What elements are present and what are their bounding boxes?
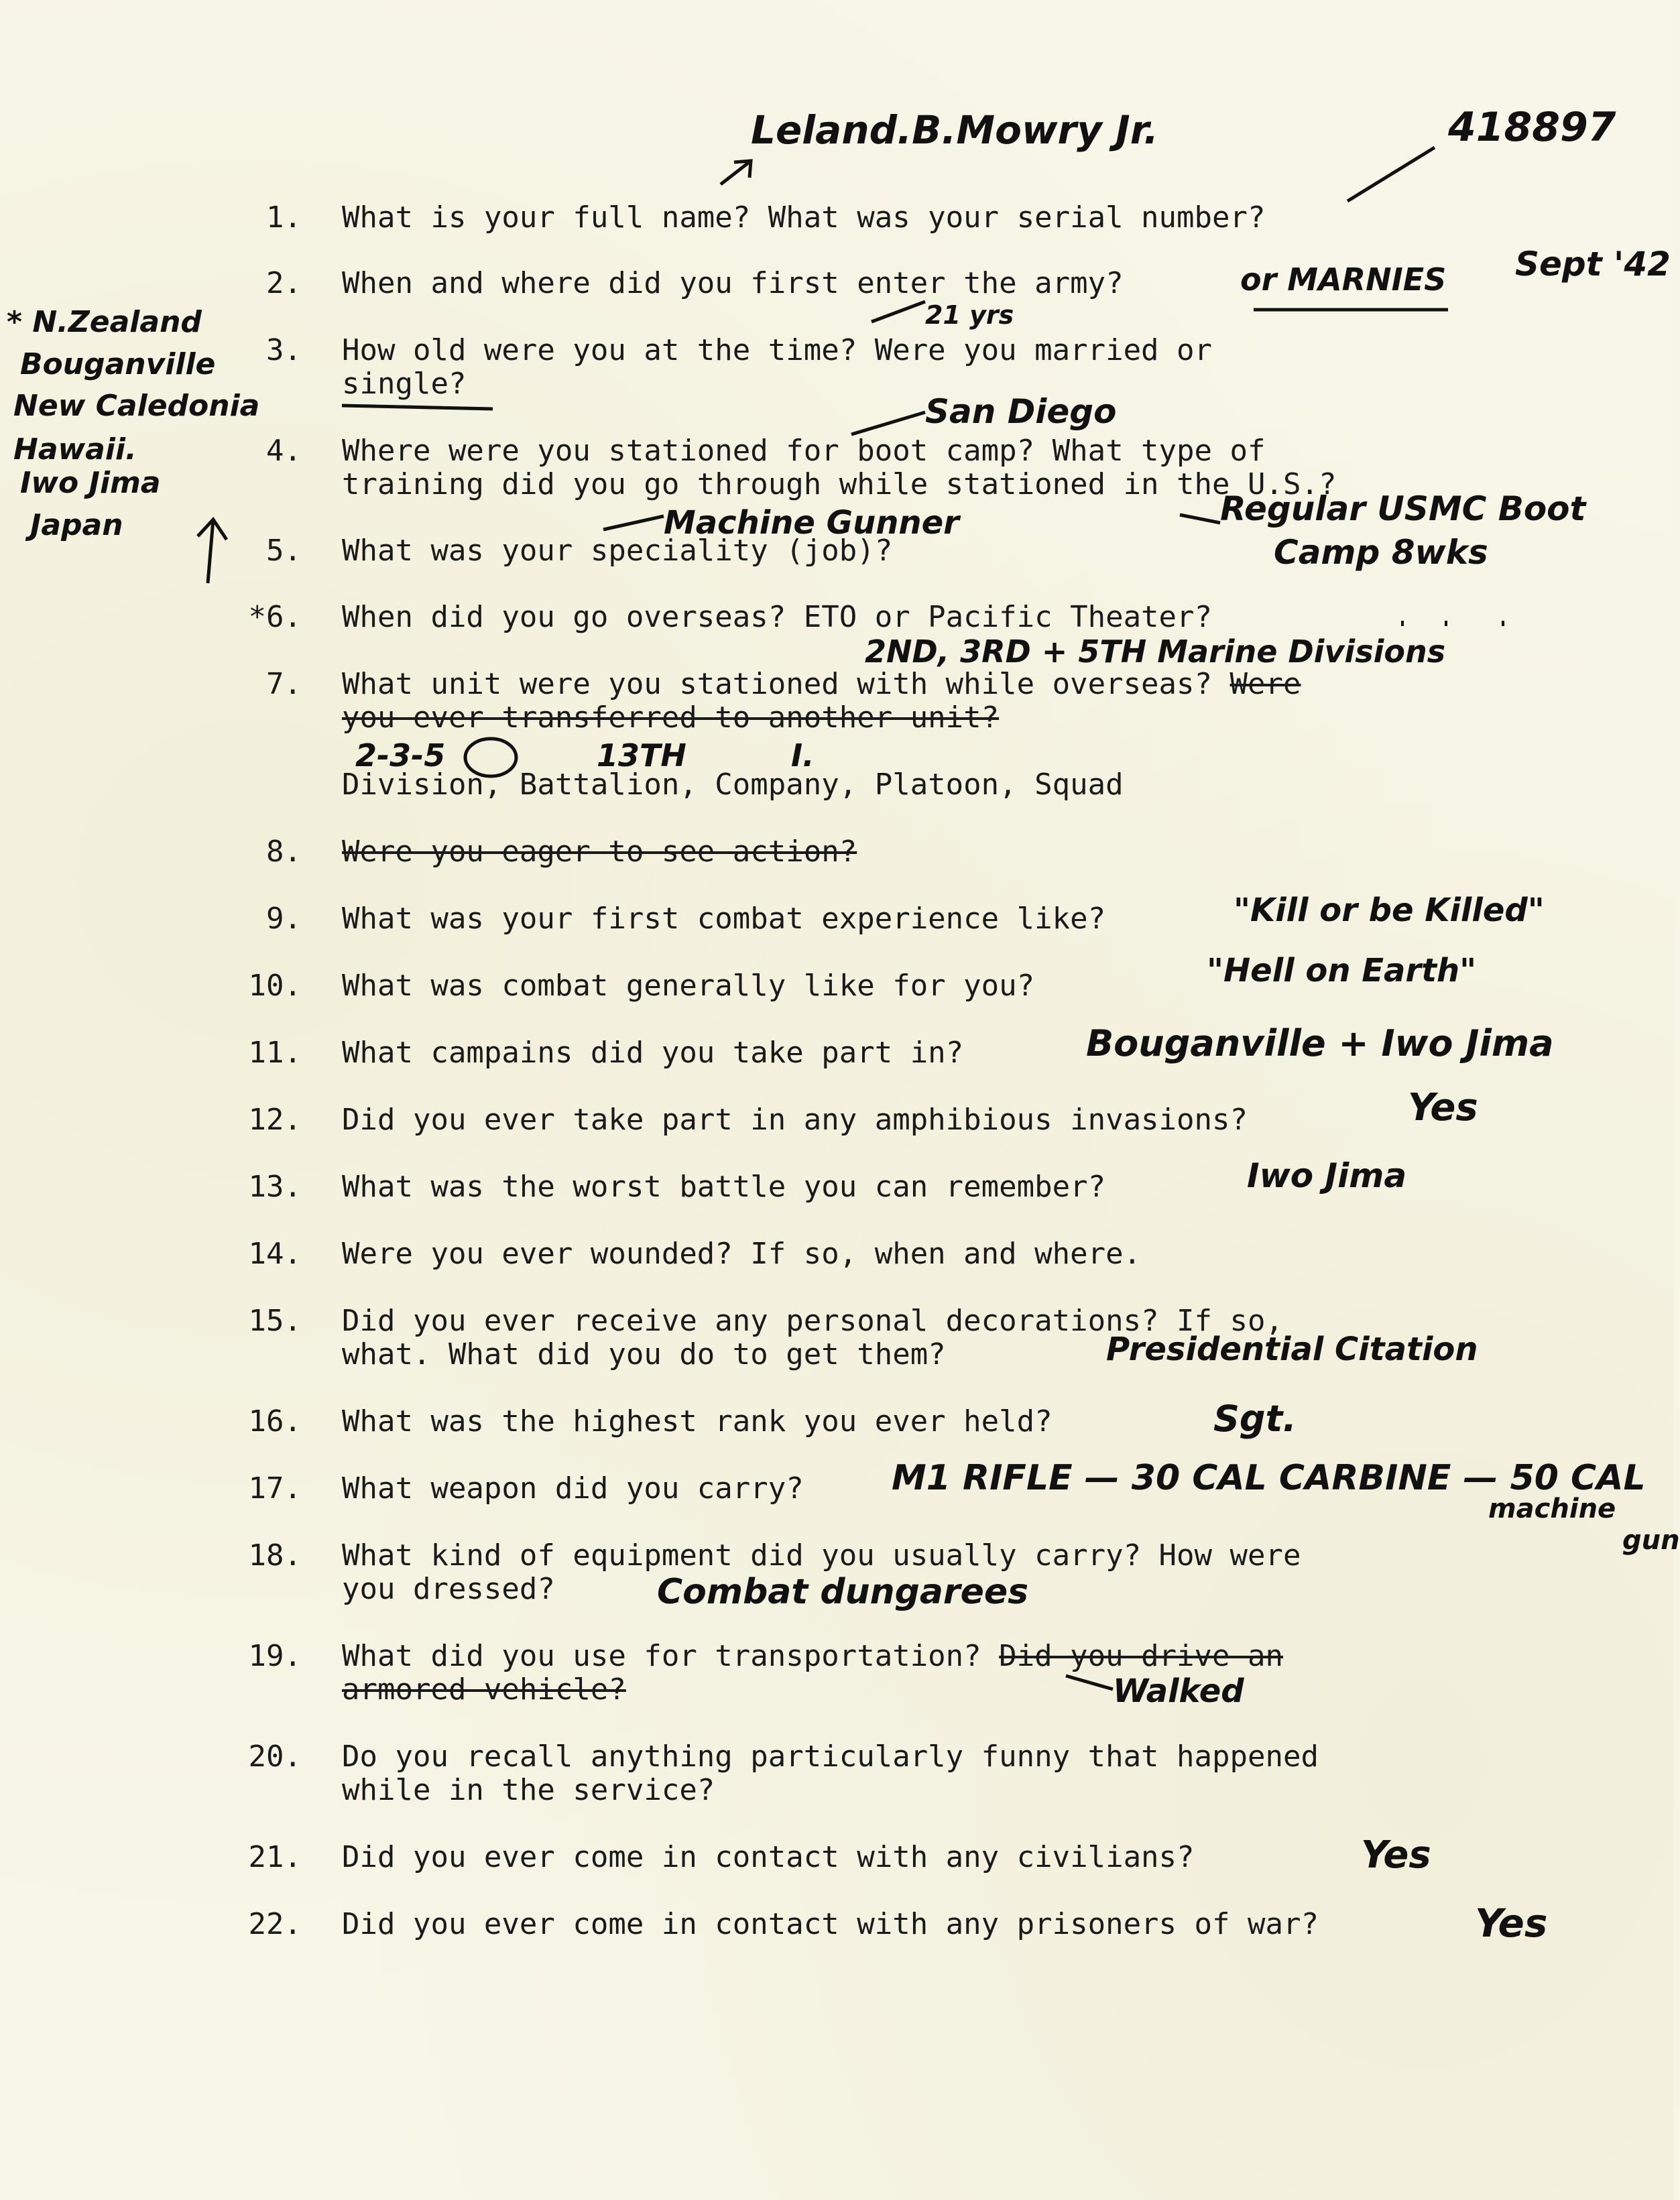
- underline-mark: [342, 406, 493, 409]
- question-text: How old were you at the time? Were you married or single?: [342, 333, 1213, 401]
- pointer-line: [872, 302, 925, 322]
- handwritten-answer: 21 yrs: [925, 300, 1014, 330]
- handwritten-answer: Sgt.: [1213, 1398, 1297, 1440]
- pointer-line: [1180, 515, 1220, 523]
- question-text: Did you ever come in contact with any prisoners of war?: [342, 1907, 1319, 1941]
- struck-text: Were: [1229, 667, 1301, 701]
- margin-note: Japan: [30, 508, 123, 542]
- handwritten-answer: "Hell on Earth": [1207, 952, 1477, 989]
- handwritten-serial: 418897: [1448, 104, 1616, 151]
- question-number: 5.: [266, 534, 302, 568]
- handwritten-answer: gun: [1622, 1525, 1680, 1556]
- question-number: 16.: [248, 1404, 302, 1439]
- question-number: 13.: [248, 1170, 302, 1204]
- handwritten-answer: 2ND, 3RD + 5TH Marine Divisions: [865, 633, 1446, 670]
- question-number: 15.: [248, 1304, 302, 1338]
- arrow-icon: [721, 161, 751, 184]
- pointer-line: [851, 412, 925, 434]
- margin-note: Bouganville: [20, 347, 216, 381]
- handwritten-answer: San Diego: [925, 392, 1117, 431]
- question-text: Were you ever wounded? If so, when and where.: [342, 1237, 1142, 1271]
- handwritten-answer: Yes: [1408, 1086, 1478, 1129]
- question-text: What was your first combat experience like?: [342, 902, 1106, 936]
- question-text: What kind of equipment did you usually carry? How were you dressed?: [342, 1538, 1301, 1606]
- handwritten-answer: Combat dungarees: [657, 1572, 1029, 1612]
- question-text: What was the highest rank you ever held?: [342, 1404, 1053, 1439]
- question-number: 2.: [266, 266, 302, 300]
- handwritten-answer: Regular USMC Boot: [1220, 489, 1586, 528]
- pointer-line: [603, 516, 664, 530]
- question-text: When did you go overseas? ETO or Pacific Theater?: [342, 600, 1213, 634]
- question-number: 17.: [248, 1471, 302, 1506]
- question-text: Did you ever take part in any amphibious invasions?: [342, 1103, 1248, 1137]
- question-text: What was your speciality (job)?: [342, 534, 893, 568]
- handwritten-answer: 2-3-5: [355, 737, 446, 774]
- struck-text: Did you drive an: [999, 1639, 1283, 1673]
- handwritten-answer: Camp 8wks: [1274, 533, 1488, 572]
- question-number: 21.: [248, 1840, 302, 1874]
- margin-note: Hawaii.: [13, 432, 137, 467]
- question-text: Did you ever come in contact with any civilians?: [342, 1840, 1195, 1874]
- handwritten-answer: I.: [791, 737, 815, 774]
- question-number: 19.: [248, 1639, 302, 1673]
- question-number: 20.: [248, 1739, 302, 1774]
- struck-text: armored vehicle?: [342, 1672, 626, 1707]
- question-text: What was the worst battle you can remember?: [342, 1170, 1106, 1204]
- pointer-line: [1347, 147, 1435, 201]
- handwritten-answer: or MARNIES: [1240, 261, 1447, 298]
- question-number: 3.: [266, 333, 302, 367]
- handwritten-answer: Iwo Jima: [1247, 1156, 1407, 1195]
- question-text: Do you recall anything particularly funny that happened while in the service?: [342, 1739, 1319, 1807]
- question-number: 11.: [248, 1036, 302, 1070]
- question-number: 18.: [248, 1538, 302, 1573]
- question-number: 4.: [266, 434, 302, 468]
- question-text: What campains did you take part in?: [342, 1036, 964, 1070]
- handwritten-answer: Yes: [1475, 1900, 1548, 1946]
- struck-text: you ever transferred to another unit?: [342, 700, 1000, 735]
- question-number: 10.: [248, 969, 302, 1003]
- question-text: What is your full name? What was your serial number?: [342, 200, 1266, 235]
- question-text: When and where did you first enter the army?: [342, 266, 1124, 300]
- handwritten-answer: "Kill or be Killed": [1234, 892, 1545, 929]
- question-number: 9.: [266, 902, 302, 936]
- handwritten-answer: Presidential Citation: [1106, 1331, 1478, 1368]
- margin-note: New Caledonia: [13, 389, 260, 423]
- handwritten-name: Leland.B.Mowry Jr.: [751, 107, 1159, 153]
- handwritten-answer: Bouganville + Iwo Jima: [1086, 1022, 1554, 1064]
- question-number: 12.: [248, 1103, 302, 1137]
- question-number: *6.: [248, 600, 302, 634]
- question-number: 1.: [266, 200, 302, 235]
- handwritten-answer: M1 RIFLE — 30 CAL CARBINE — 50 CAL: [892, 1458, 1646, 1498]
- question-text: What unit were you stationed with while overseas? Were: [342, 667, 1301, 701]
- question-text: Where were you stationed for boot camp? What type of training did you go through while stationed in the U.S.?: [342, 434, 1337, 501]
- margin-note: Iwo Jima: [20, 466, 161, 500]
- struck-text: Were you eager to see action?: [342, 835, 857, 869]
- question-text: Division, Battalion, Company, Platoon, Squad: [342, 768, 1124, 802]
- handwritten-answer: machine: [1488, 1493, 1616, 1524]
- circle-mark: [465, 739, 516, 776]
- pointer-line: [1066, 1676, 1113, 1689]
- question-text: What was combat generally like for you?: [342, 969, 1035, 1003]
- arrow-up-icon: [198, 520, 227, 583]
- question-text: Did you ever receive any personal decorations? If so, what. What did you do to get them?: [342, 1304, 1283, 1371]
- handwritten-answer: Machine Gunner: [664, 504, 959, 542]
- question-number-visible: 7.: [266, 667, 302, 701]
- question-number: 14.: [248, 1237, 302, 1271]
- handwritten-answer: Yes: [1361, 1833, 1431, 1877]
- question-number: 8.: [266, 835, 302, 869]
- question-text-main: What did you use for transportation?: [342, 1639, 981, 1673]
- margin-note: * N.Zealand: [7, 305, 202, 339]
- handwritten-answer: Sept '42: [1515, 245, 1671, 284]
- question-text: What weapon did you carry?: [342, 1471, 804, 1506]
- handwritten-answer: 13TH: [597, 737, 686, 774]
- handwritten-answer: Walked: [1113, 1672, 1244, 1710]
- question-number: 22.: [248, 1907, 302, 1941]
